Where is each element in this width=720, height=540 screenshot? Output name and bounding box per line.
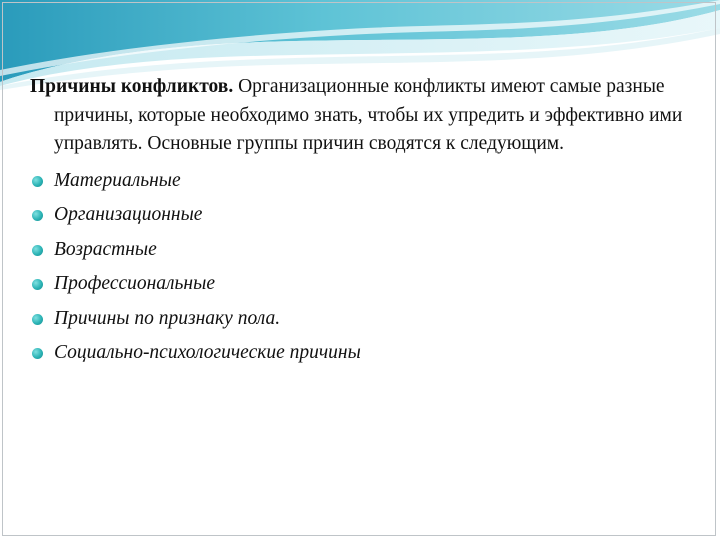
bullet-icon [32,314,43,325]
list-item [30,164,690,199]
list-item-label: Причины по признаку пола. [54,307,281,329]
intro-paragraph [30,73,690,159]
bullet-icon [32,279,43,290]
list-item-label: Социально-психологические причины [54,342,361,363]
list-item-label: Материальные [54,169,181,191]
causes-list [30,164,690,371]
intro-text: Организационные конфликты имеют самые разные причины, которые необходимо знать, чтобы их упредить и эффективно ими управлять. Основные группы причин сводятся к следующим. [54,76,683,154]
list-item [30,267,690,302]
list-item-label: Профессиональные [54,273,215,294]
list-item [30,198,690,233]
list-item-label: Организационные [54,204,203,225]
bullet-icon [32,176,43,187]
intro-heading: Причины конфликтов. [30,76,234,97]
bullet-icon [32,245,43,256]
bullet-icon [32,210,43,221]
list-item [30,233,690,268]
slide-body [30,73,690,371]
list-item-label: Возрастные [54,238,157,260]
list-item [30,302,690,337]
bullet-icon [32,348,43,359]
list-item [30,336,690,371]
